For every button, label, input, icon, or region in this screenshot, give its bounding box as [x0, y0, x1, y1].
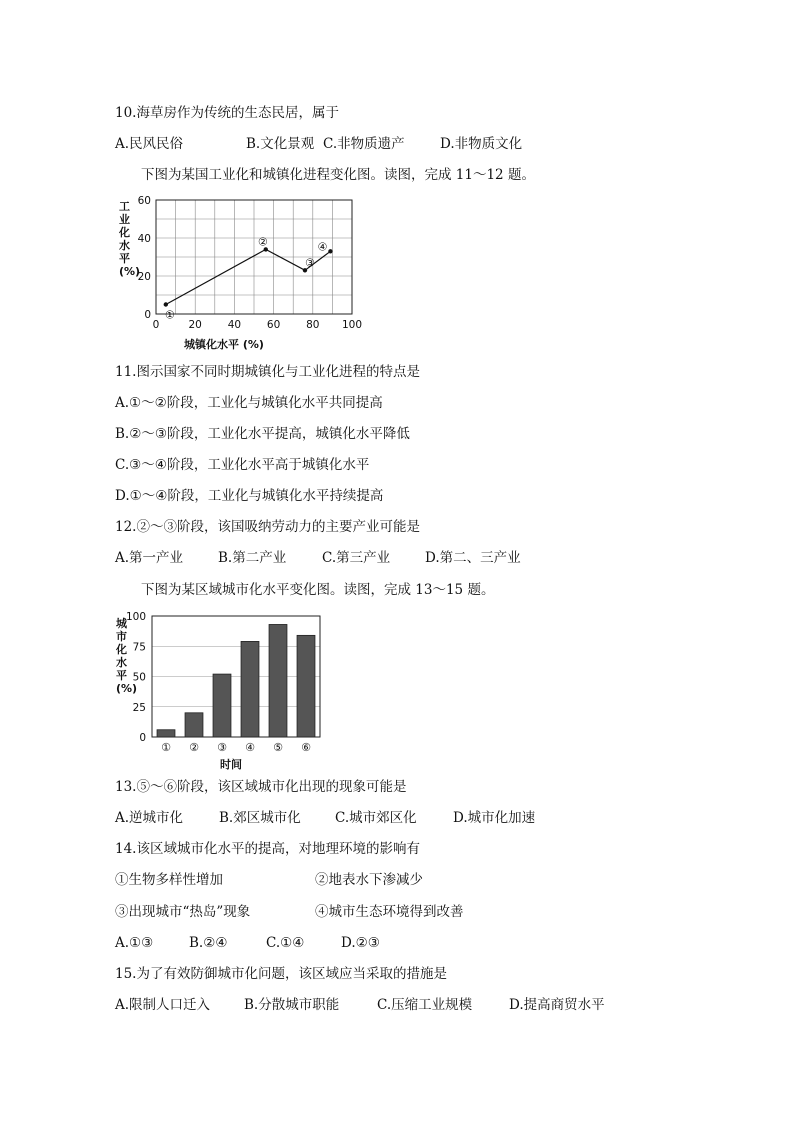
q14-option-a: A.①③ [115, 935, 154, 951]
q15-stem: 15.为了有效防御城市化问题，该区域应当采取的措施是 [115, 966, 447, 982]
chart2-ylabel: 城市化水平(%) [116, 617, 138, 695]
q15-option-b: B.分散城市职能 [244, 997, 340, 1013]
q14-item-4: ④城市生态环境得到改善 [315, 904, 464, 920]
chart2-ytick-label: 0 [139, 732, 146, 744]
chart1-xlabel: 城镇化水平 (%) [184, 338, 264, 351]
q14-option-b: B.②④ [189, 935, 228, 951]
q10-option-d: D.非物质文化 [440, 136, 523, 152]
chart1-ytick-label: 60 [137, 195, 151, 207]
chart1-point-label: ② [257, 235, 268, 249]
intro-chart2: 下图为某区域城市化水平变化图。读图，完成 13～15 题。 [141, 582, 495, 598]
q10-stem: 10.海草房作为传统的生态民居，属于 [115, 105, 339, 121]
chart1-xtick-label: 100 [341, 319, 363, 331]
chart2-xtick-label: ⑤ [273, 741, 283, 754]
q10-option-a: A.民风民俗 [115, 136, 184, 152]
chart1-ytick-label: 20 [137, 271, 151, 283]
q14-item-2: ②地表水下渗减少 [315, 872, 423, 888]
chart1-ytick-label: 0 [144, 309, 151, 321]
q13-option-d: D.城市化加速 [453, 810, 536, 826]
chart2-xtick-label: ⑥ [301, 741, 311, 754]
q14-option-d: D.②③ [341, 935, 380, 951]
chart2-bar [241, 641, 259, 737]
q13-option-b: B.郊区城市化 [219, 810, 301, 826]
chart2-xtick-label: ① [161, 741, 171, 754]
q10-option-c: C.非物质遗产 [323, 136, 405, 152]
intro-chart1: 下图为某国工业化和城镇化进程变化图。读图，完成 11～12 题。 [141, 167, 535, 183]
q13-option-c: C.城市郊区化 [335, 810, 417, 826]
q11-option-c: C.③～④阶段，工业化水平高于城镇化水平 [115, 457, 370, 473]
chart1-xtick-label: 80 [306, 319, 320, 331]
chart2-ytick-label: 50 [132, 671, 146, 684]
q11-option-a: A.①～②阶段，工业化与城镇化水平共同提高 [115, 395, 383, 411]
chart2-bar [269, 624, 287, 737]
q10-option-b: B.文化景观 [246, 136, 315, 152]
q12-option-a: A.第一产业 [115, 550, 184, 566]
chart2-xtick-label: ② [189, 741, 199, 754]
chart1-line [112, 190, 372, 360]
q14-stem: 14.该区域城市化水平的提高，对地理环境的影响有 [115, 841, 420, 857]
chart1-xtick-label: 0 [152, 319, 160, 331]
chart1-xtick-label: 40 [227, 319, 242, 331]
q13-stem: 13.⑤～⑥阶段，该区域城市化出现的现象可能是 [115, 779, 407, 795]
q11-option-b: B.②～③阶段，工业化水平提高，城镇化水平降低 [115, 426, 410, 442]
q15-option-a: A.限制人口迁入 [115, 997, 211, 1013]
chart1-ytick-label: 40 [137, 233, 151, 245]
q12-option-d: D.第二、三产业 [425, 550, 521, 566]
chart1-point-label: ④ [317, 240, 328, 254]
chart1-xtick-label: 20 [188, 319, 202, 331]
chart1-point [164, 302, 168, 306]
chart2-xlabel: 时间 [220, 758, 242, 771]
q14-item-1: ①生物多样性增加 [115, 872, 223, 888]
chart1-point-label: ③ [305, 256, 315, 270]
chart2-bar [185, 713, 203, 737]
chart2-bar [157, 730, 175, 737]
chart2-xtick-label: ④ [245, 741, 255, 754]
q11-stem: 11.图示国家不同时期城镇化与工业化进程的特点是 [115, 364, 420, 380]
chart2-bar [112, 606, 332, 774]
q12-option-b: B.第二产业 [218, 550, 287, 566]
chart1-ylabel: 工业化水平(%) [119, 200, 141, 278]
chart1-point [328, 249, 332, 253]
q12-stem: 12.②～③阶段，该国吸纳劳动力的主要产业可能是 [115, 519, 420, 535]
chart2-bar [213, 674, 231, 737]
chart2-ytick-label: 75 [132, 641, 146, 654]
q14-item-3: ③出现城市“热岛”现象 [115, 904, 251, 920]
q12-option-c: C.第三产业 [322, 550, 391, 566]
chart1-xtick-label: 60 [266, 319, 281, 331]
chart2-xtick-label: ③ [217, 741, 227, 754]
q15-option-d: D.提高商贸水平 [509, 997, 605, 1013]
chart2-ytick-label: 100 [125, 611, 146, 623]
q15-option-c: C.压缩工业规模 [377, 997, 473, 1013]
chart1-point-label: ① [164, 308, 175, 322]
chart2-ytick-label: 25 [132, 701, 146, 714]
q13-option-a: A.逆城市化 [115, 810, 184, 826]
q11-option-d: D.①～④阶段，工业化与城镇化水平持续提高 [115, 488, 384, 504]
chart2-bar [297, 635, 315, 737]
q14-option-c: C.①④ [266, 935, 305, 951]
